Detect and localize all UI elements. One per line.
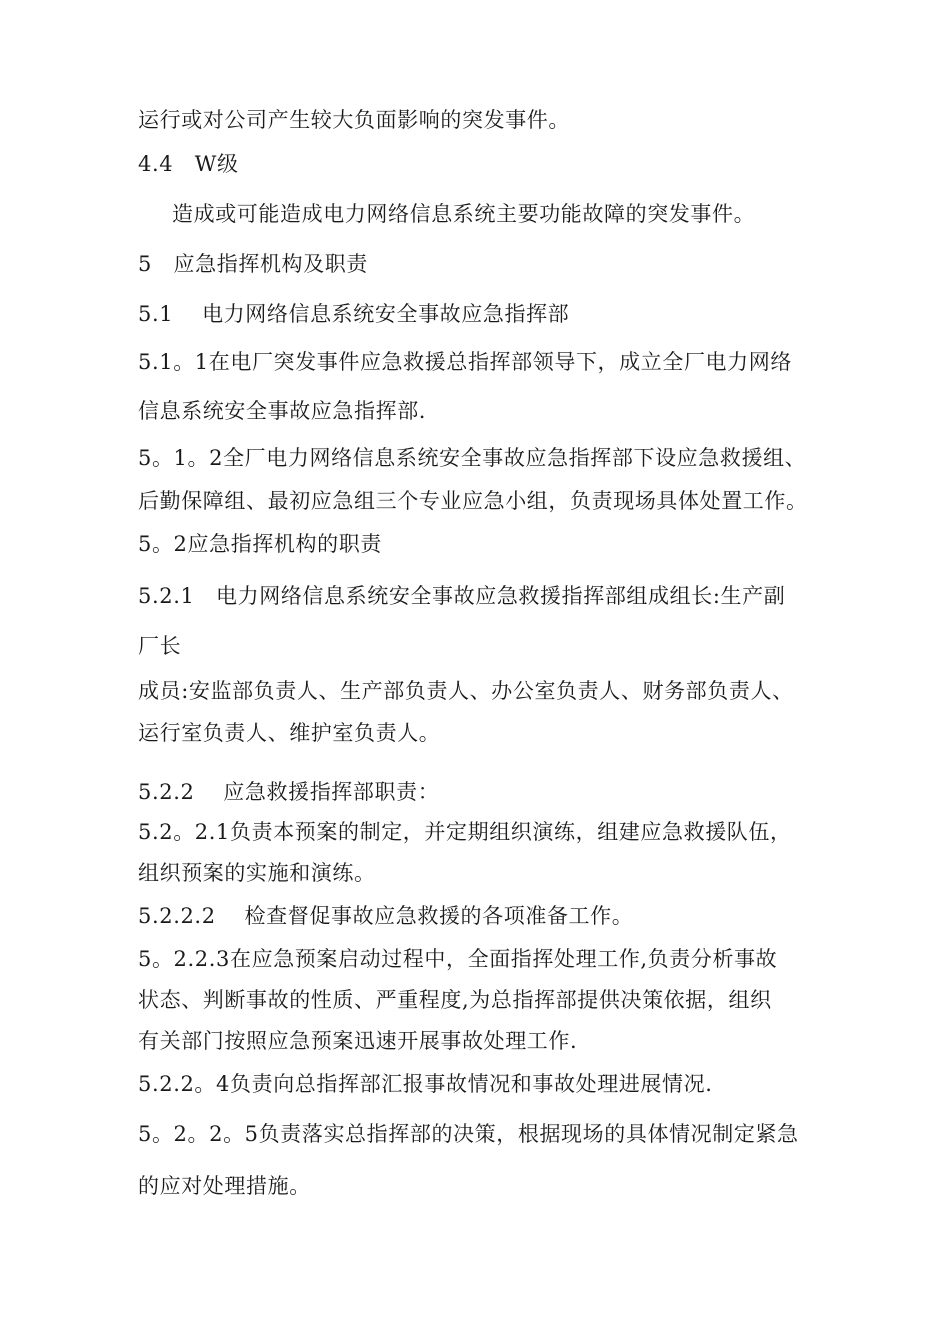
paragraph-line-20: 状态、判断事故的性质、严重程度,为总指挥部提供决策依据，组织 (138, 988, 772, 1012)
paragraph-line-11: 5.2.1 电力网络信息系统安全事故应急救援指挥部组成组长:生产副 (138, 584, 786, 608)
paragraph-line-19: 5。2.2.3在应急预案启动过程中，全面指挥处理工作,负责分析事故 (138, 947, 778, 971)
paragraph-line-22: 5.2.2。4负责向总指挥部汇报事故情况和事故处理进展情况. (138, 1072, 713, 1096)
section-heading-5-2: 5。2应急指挥机构的职责 (138, 532, 382, 556)
section-heading-5: 5 应急指挥机构及职责 (138, 252, 368, 276)
paragraph-line-13: 成员:安监部负责人、生产部负责人、办公室负责人、财务部负责人、 (138, 679, 794, 703)
paragraph-line-6: 5.1。1在电厂突发事件应急救援总指挥部领导下，成立全厂电力网络 (138, 350, 792, 374)
paragraph-line-9: 后勤保障组、最初应急组三个专业应急小组，负责现场具体处置工作。 (138, 489, 808, 513)
section-heading-5-1: 5.1 电力网络信息系统安全事故应急指挥部 (138, 302, 570, 326)
paragraph-line-1: 运行或对公司产生较大负面影响的突发事件。 (138, 108, 570, 132)
section-heading-5-2-2: 5.2.2 应急救援指挥部职责： (138, 780, 440, 804)
paragraph-line-12: 厂长 (138, 634, 182, 658)
paragraph-line-14: 运行室负责人、维护室负责人。 (138, 721, 441, 745)
section-heading-4-4: 4.4 W级 (138, 152, 239, 176)
paragraph-line-21: 有关部门按照应急预案迅速开展事故处理工作. (138, 1029, 578, 1053)
paragraph-line-17: 组织预案的实施和演练。 (138, 861, 376, 885)
paragraph-line-7: 信息系统安全事故应急指挥部. (138, 399, 427, 423)
paragraph-line-3: 造成或可能造成电力网络信息系统主要功能故障的突发事件。 (172, 202, 756, 226)
paragraph-line-8: 5。1。2全厂电力网络信息系统安全事故应急指挥部下设应急救援组、 (138, 446, 807, 470)
paragraph-line-18: 5.2.2.2 检查督促事故应急救援的各项准备工作。 (138, 904, 634, 928)
paragraph-line-24: 的应对处理措施。 (138, 1174, 311, 1198)
paragraph-line-16: 5.2。2.1负责本预案的制定，并定期组织演练，组建应急救援队伍， (138, 820, 792, 844)
paragraph-line-23: 5。2。2。5负责落实总指挥部的决策，根据现场的具体情况制定紧急 (138, 1122, 799, 1146)
